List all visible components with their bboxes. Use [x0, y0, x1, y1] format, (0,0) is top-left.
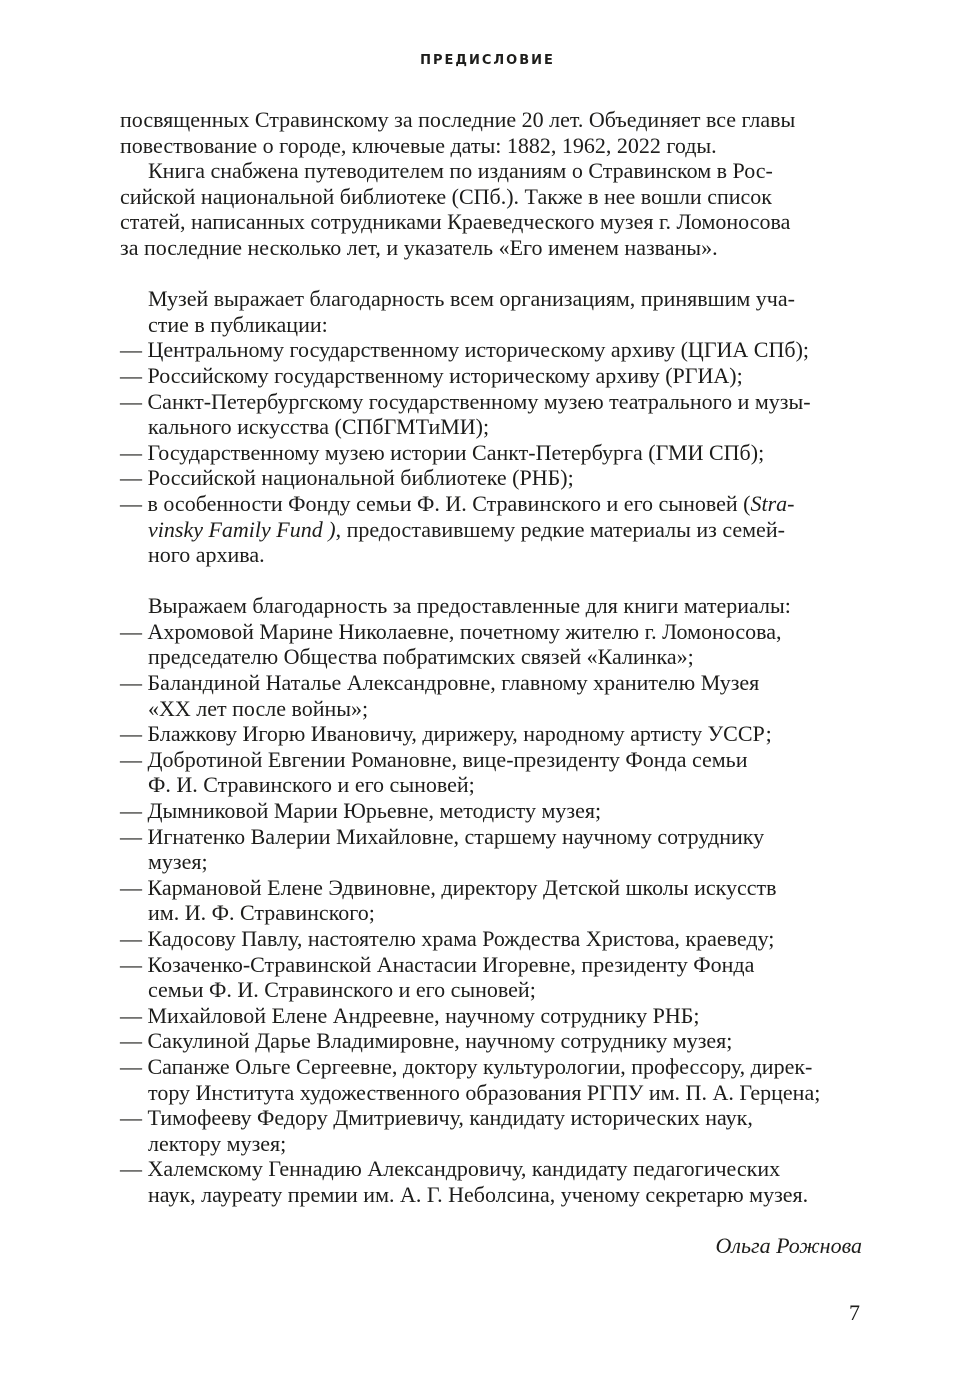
list-item: — Игнатенко Валерии Михайловне, старшему научному сотруднику	[120, 823, 765, 849]
paragraph-gap	[120, 568, 862, 594]
list-item: — Тимофееву Федору Дмитриевичу, кандидату исторических наук,	[120, 1105, 753, 1131]
list-item: — Сапанже Ольге Сергеевне, доктору культурологии, профессору, дирек-	[120, 1053, 813, 1079]
list-item: — Российской национальной библиотеке (РНБ);	[120, 465, 574, 491]
list-item: — Козаченко-Стравинской Анастасии Игоревне, президенту Фонда	[120, 951, 755, 977]
text-fragment: — в особенности Фонду семьи Ф. И. Стравинского и его сыновей (	[120, 490, 751, 516]
list-item-continuation: ного архива.	[148, 542, 265, 568]
list-item-continuation: музея;	[148, 849, 208, 875]
list-item: — Михайловой Елене Андреевне, научному сотруднику РНБ;	[120, 1002, 700, 1028]
list-item-continuation: наук, лауреату премии им. А. Г. Неболсина, ученому секретарю музея.	[148, 1181, 809, 1207]
list-item	[120, 491, 862, 517]
list-item-continuation: семьи Ф. И. Стравинского и его сыновей;	[148, 977, 536, 1003]
page-body	[120, 107, 862, 1259]
list-item-continuation: кального искусства (СПбГМТиМИ);	[148, 414, 490, 440]
list-item: — Дымниковой Марии Юрьевне, методисту музея;	[120, 798, 602, 824]
running-title: ПРЕДИСЛОВИЕ	[420, 53, 555, 68]
text-line: Музей выражает благодарность всем организациям, принявшим уча-	[148, 286, 795, 312]
list-item-continuation	[120, 517, 862, 543]
author-signature: Ольга Рожнова	[715, 1233, 862, 1259]
list-item: — Ахромовой Марине Николаевне, почетному жителю г. Ломоносова,	[120, 618, 782, 644]
text-line: посвященных Стравинскому за последние 20 лет. Объединяет все главы	[120, 107, 796, 132]
italic-fragment: Stra-	[750, 490, 795, 516]
list-item: — Кармановой Елене Эдвиновне, директору Детской школы искусств	[120, 874, 777, 900]
list-item-continuation: лектору музея;	[148, 1130, 287, 1156]
list-item: — Кадосову Павлу, настоятелю храма Рождества Христова, краеведу;	[120, 926, 775, 951]
paragraph-gap	[120, 261, 862, 287]
list-item-continuation: «XX лет после войны»;	[148, 695, 369, 721]
list-item: — Сакулиной Дарье Владимировне, научному сотруднику музея;	[120, 1028, 733, 1054]
text-line: Книга снабжена путеводителем по изданиям о Стравинском в Рос-	[148, 158, 773, 184]
paragraph-gap	[120, 1208, 862, 1234]
list-item-continuation: председателю Общества побратимских связей «Калинка»;	[148, 644, 694, 670]
list-item-continuation: Ф. И. Стравинского и его сыновей;	[148, 772, 475, 798]
text-line: повествование о городе, ключевые даты: 1882, 1962, 2022 годы.	[120, 132, 717, 158]
list-item: — Центральному государственному историческому архиву (ЦГИА СПб);	[120, 337, 810, 363]
list-item-continuation: тору Института художественного образования РГПУ им. П. А. Герцена;	[148, 1079, 821, 1105]
list-item: — Российскому государственному историческому архиву (РГИА);	[120, 362, 743, 388]
list-item-continuation: им. И. Ф. Стравинского;	[148, 900, 375, 926]
text-fragment: , предоставившему редкие материалы из семей-	[335, 516, 785, 542]
text-line: стие в публикации:	[148, 311, 328, 337]
text-line: Выражаем благодарность за предоставленные для книги материалы:	[148, 593, 791, 619]
list-item: — Халемскому Геннадию Александровичу, кандидату педагогических	[120, 1156, 781, 1182]
page-number: 7	[849, 1300, 860, 1325]
italic-fragment: vinsky Family Fund )	[148, 516, 336, 542]
list-item: — Санкт-Петербургскому государственному музею театрального и музы-	[120, 388, 811, 414]
text-line: статей, написанных сотрудниками Краеведческого музея г. Ломоносова	[120, 209, 791, 235]
text-line: за последние несколько лет, и указатель «Его именем названы».	[120, 234, 718, 260]
list-item: — Государственному музею истории Санкт-Петербурга (ГМИ СПб);	[120, 439, 765, 465]
list-item: — Добротиной Евгении Романовне, вице-президенту Фонда семьи	[120, 746, 748, 772]
list-item: — Баландиной Наталье Александровне, главному хранителю Музея	[120, 670, 760, 696]
text-line: сийской национальной библиотеке (СПб.). Также в нее вошли список	[120, 183, 772, 209]
list-item: — Блажкову Игорю Ивановичу, дирижеру, народному артисту УССР;	[120, 721, 772, 747]
